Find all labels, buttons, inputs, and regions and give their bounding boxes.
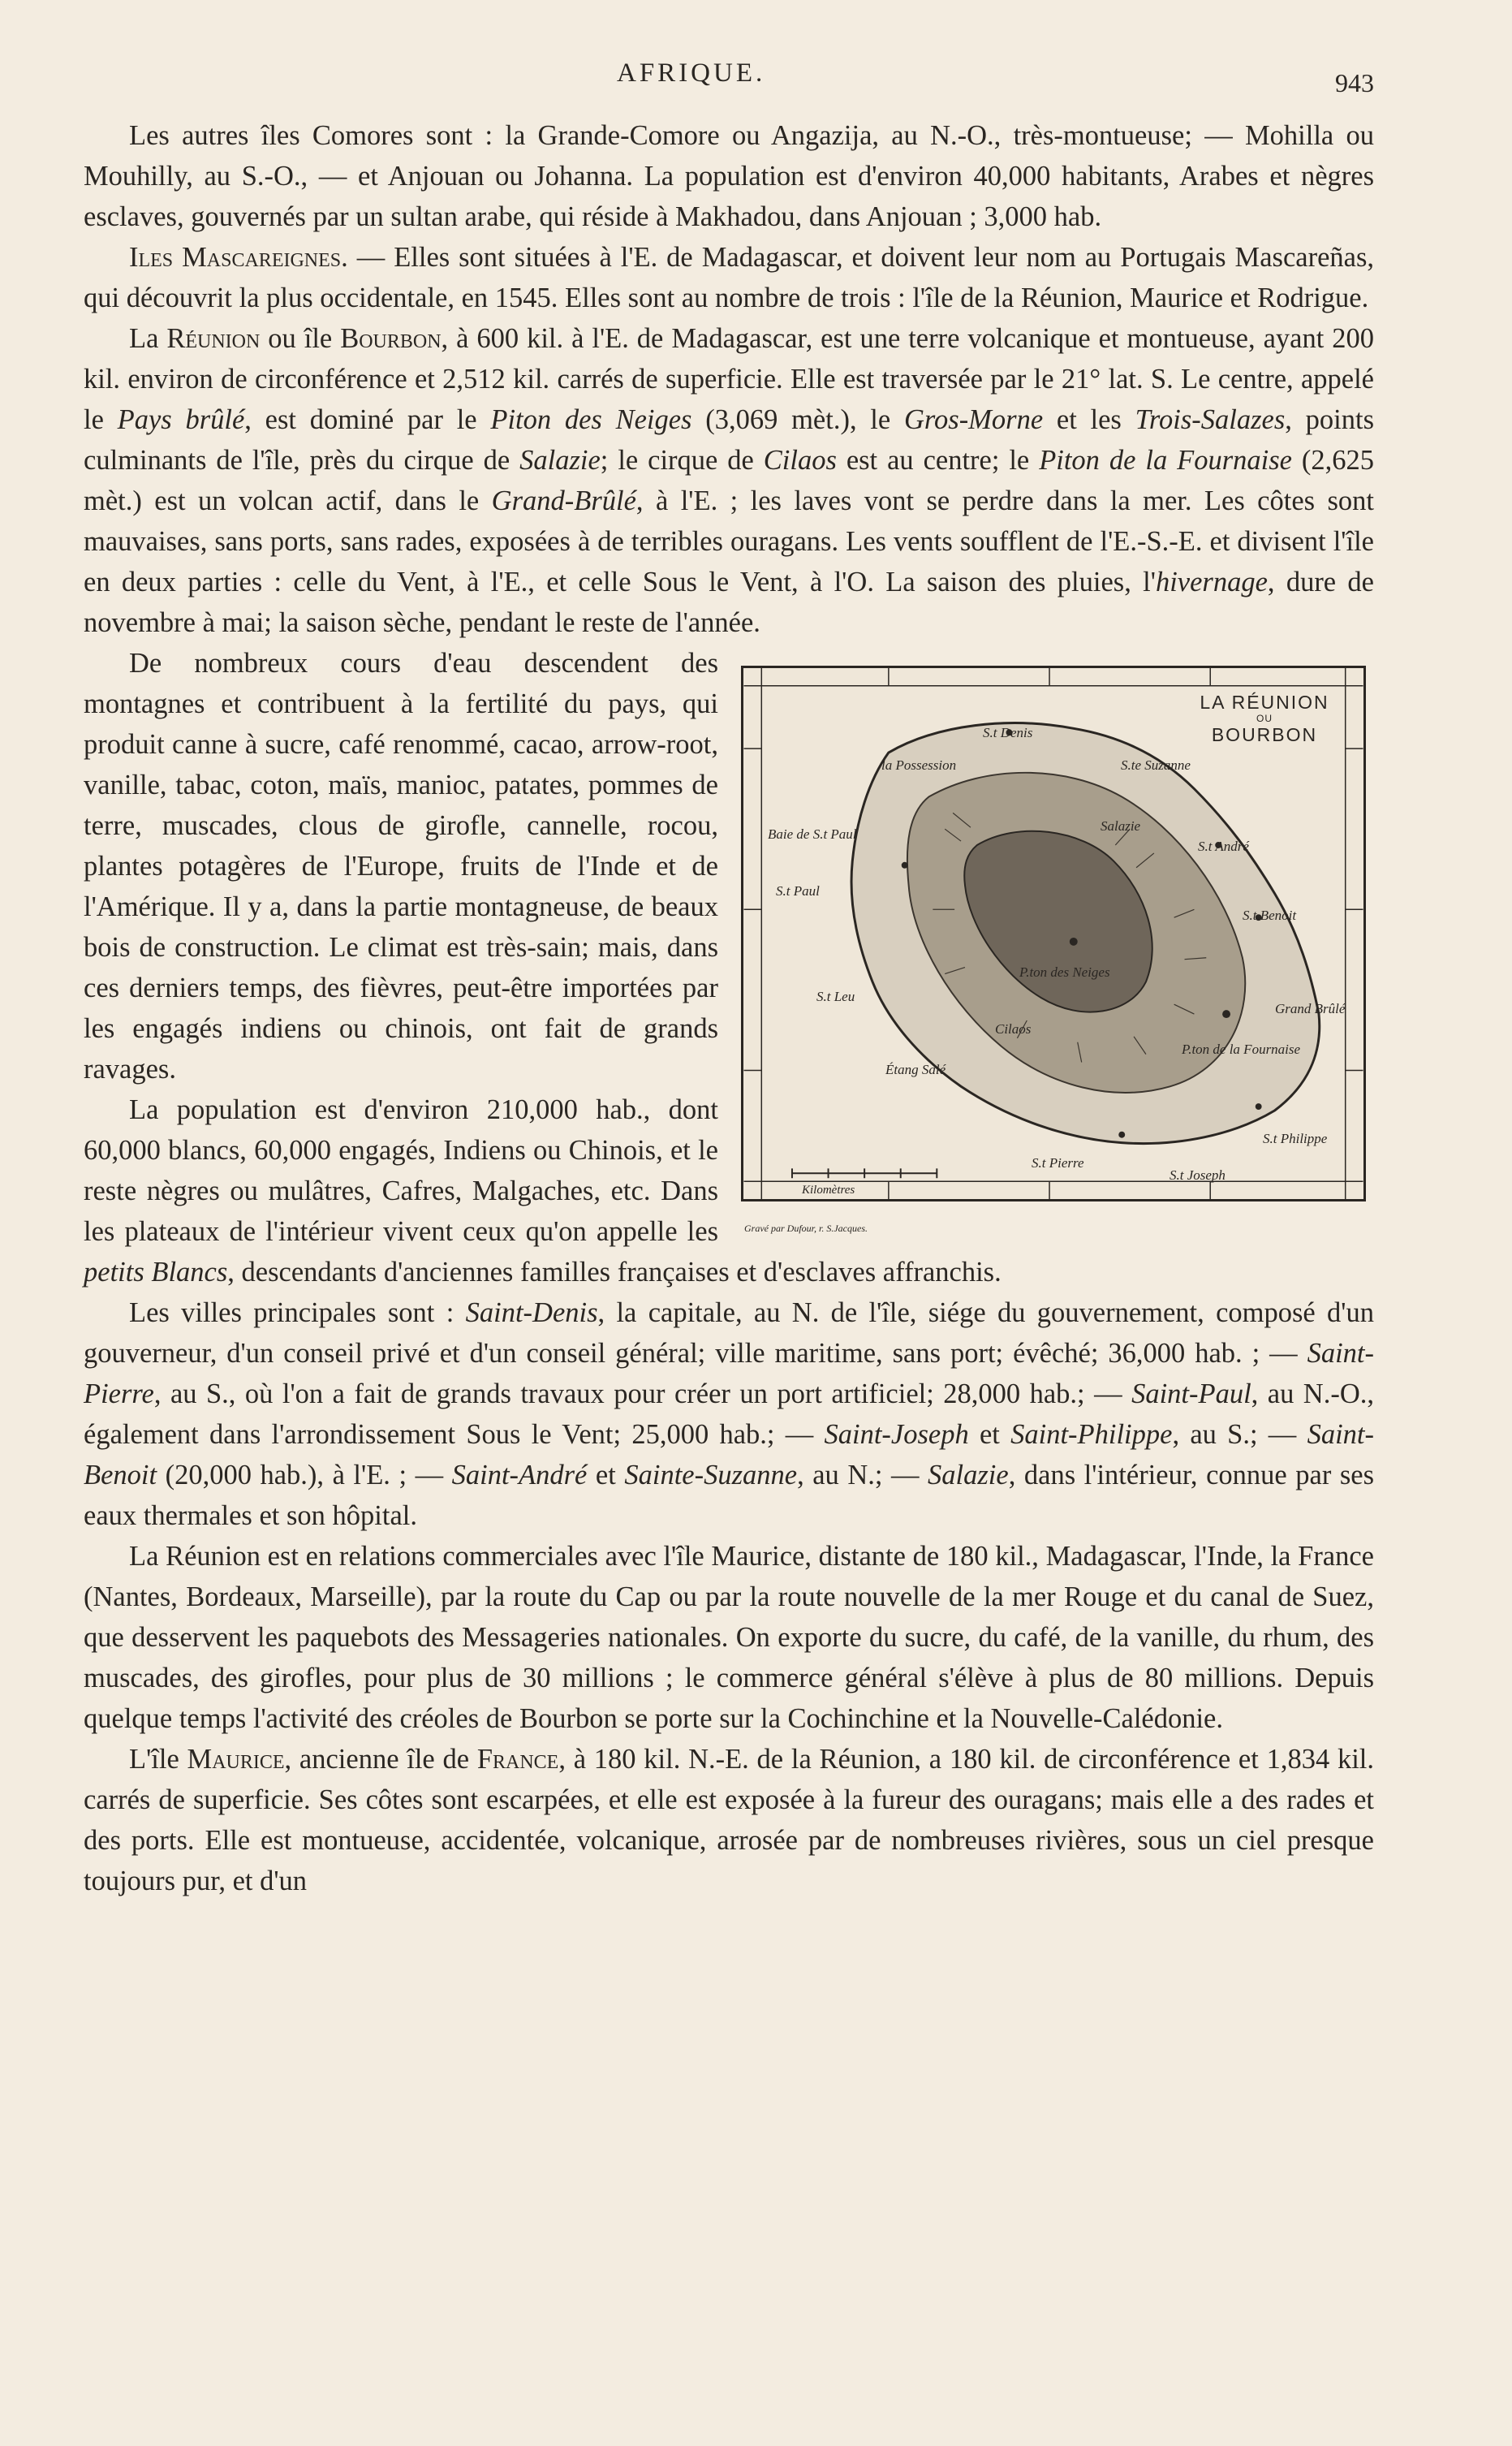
map-title-line2: BOURBON bbox=[1211, 724, 1318, 745]
paragraph-comores: Les autres îles Comores sont : la Grande-Comore ou Angazija, au N.-O., très-montueuse; — Mohilla ou Mouhilly, au S.-O., — et Anjouan ou Johanna. La population est d'environ 40,000 habitants, Arabes et nègres esclaves, gouvernés par un sultan arabe, qui réside à Makhadou, dans Anjouan ; 3,000 hab. bbox=[84, 120, 1374, 232]
map-label-st-andre: S.t André bbox=[1198, 839, 1249, 854]
section-heading-mascareignes: Iles Mascareignes. bbox=[129, 242, 348, 273]
map-label-la-possession: la Possession bbox=[881, 757, 957, 773]
map-label-st-benoit: S.t Benoit bbox=[1243, 908, 1297, 923]
page-number: 943 bbox=[1335, 68, 1374, 97]
map-label-st-denis: S.t Denis bbox=[983, 725, 1033, 740]
map-label-st-joseph: S.t Joseph bbox=[1170, 1167, 1226, 1183]
map-title-or: OU bbox=[1256, 713, 1273, 724]
page-header bbox=[0, 58, 1512, 99]
paragraph-reunion: La Réunion ou île Bourbon, à 600 kil. à l'E. de Madagascar, est une terre volcanique et montueuse, ayant 200 kil. environ de circonférence et 2,512 kil. carrés de superficie. Elle est traversée par le 21° lat. S. Le centre, appelé le Pays brûlé, est dominé par le Piton des Neiges (3,069 mèt.), le Gros-Morne et les Trois-Salazes, points culminants de l'île, près du cirque de Salazie; le cirque de Cilaos est au centre; le Piton de la Fournaise (2,625 mèt.) est un volcan actif, dans le Grand-Brûlé, à l'E. ; les laves vont se perdre dans la mer. Les côtes sont mauvaises, sans ports, sans rades, exposées à de terribles ouragans. Les vents soufflent de l'E.-S.-E. et divisent l'île en deux parties : celle du Vent, à l'E., et celle Sous le Vent, à l'O. La saison des pluies, l'hivernage, dure de novembre à mai; la saison sèche, pendant le reste de l'année. bbox=[84, 323, 1375, 638]
paragraph-villes: Les villes principales sont : Saint-Denis, la capitale, au N. de l'île, siége du gouvernement, composé d'un gouverneur, d'un conseil privé et d'un conseil général; ville maritime, sans port; évêché; 36,000 hab. ; — Saint-Pierre, au S., où l'on a fait de grands travaux pour créer un port artificiel; 28,000 hab.; — Saint-Paul, au N.-O., également dans l'arrondissement Sous le Vent; 25,000 hab.; — Saint-Joseph et Saint-Philippe, au S.; — Saint-Benoit (20,000 hab.), à l'E. ; — Saint-André et Sainte-Suzanne, au N.; — Salazie, dans l'intérieur, connue par ses eaux thermales et son hôpital. bbox=[84, 1297, 1375, 1531]
map-label-piton-neiges: P.ton des Neiges bbox=[1019, 964, 1110, 980]
running-title: AFRIQUE. bbox=[617, 58, 766, 88]
map-label-piton-fournaise: P.ton de la Fournaise bbox=[1182, 1042, 1301, 1057]
map-title bbox=[1183, 691, 1346, 746]
map-label-cilaos: Cilaos bbox=[995, 1021, 1032, 1037]
map-label-st-pierre: S.t Pierre bbox=[1032, 1155, 1084, 1171]
map-frame bbox=[741, 666, 1366, 1201]
map-title-line1: LA RÉUNION bbox=[1200, 692, 1329, 713]
paragraph-commerce: La Réunion est en relations commerciales avec l'île Maurice, distante de 180 kil., Madagascar, l'Inde, la France (Nantes, Bordeaux, Marseille), par la route du Cap ou par la route nouvelle de la mer Rouge et du canal de Suez, que desservent les paquebots des Messageries nationales. On exporte du sucre, du café, de la vanille, du rhum, des muscades, des girofles, pour plus de 30 millions ; le commerce général s'élève à plus de 80 millions. Depuis quelque temps l'activité des créoles de Bourbon se porte sur la Cochinchine et la Nouvelle-Calédonie. bbox=[84, 1541, 1374, 1734]
paragraph-mascareignes: Iles Mascareignes. — Elles sont situées à l'E. de Madagascar, et doivent leur nom au Portugais Mascareñas, qui découvrit la plus occidentale, en 1545. Elles sont au nombre de trois : l'île de la Réunion, Maurice et Rodrigue. bbox=[84, 242, 1375, 313]
paragraph-population: La population est d'environ 210,000 hab., dont 60,000 blancs, 60,000 engagés, Indiens ou Chinois, et le reste nègres ou mulâtres, Cafres, Malgaches, etc. Dans les plateaux de l'intérieur vivent ceux qu'on appelle les petits Blancs, descendants d'anciennes familles françaises et d'esclaves affranchis. bbox=[84, 1094, 1002, 1288]
map-label-ste-suzanne: S.te Suzanne bbox=[1121, 757, 1191, 773]
map-figure-reunion bbox=[741, 666, 1374, 1242]
map-label-st-leu: S.t Leu bbox=[816, 989, 855, 1004]
map-label-salazie: Salazie bbox=[1101, 818, 1141, 834]
paragraph-production: De nombreux cours d'eau descendent des montagnes et contribuent à la fertilité du pays, qui produit canne à sucre, café renommé, cacao, arrow-root, vanille, tabac, coton, maïs, manioc, patates, pommes de terre, muscades, clous de girofle, cannelle, rocou, plantes potagères de l'Europe, fruits de l'Inde et de l'Amérique. Il y a, dans la partie montagneuse, de beaux bois de construction. Le climat est très-sain; mais, dans ces derniers temps, des fièvres, peut-être importées par les engagés indiens ou chinois, ont fait de grands ravages. bbox=[84, 648, 718, 1085]
map-label-baie-st-paul: Baie de S.t Paul bbox=[768, 826, 857, 842]
map-label-st-paul: S.t Paul bbox=[776, 883, 820, 899]
body-text bbox=[84, 115, 1374, 1901]
map-label-etang-sale: Étang Salé bbox=[885, 1062, 946, 1077]
map-label-st-philippe: S.t Philippe bbox=[1263, 1131, 1328, 1146]
map-engraver-credit: Gravé par Dufour, r. S.Jacques. bbox=[744, 1223, 868, 1234]
map-label-grand-brule: Grand Brûlé bbox=[1275, 1001, 1346, 1016]
paragraph-maurice: L'île Maurice, ancienne île de France, à 180 kil. N.-E. de la Réunion, a 180 kil. de circonférence et 1,834 kil. carrés de superficie. Ses côtes sont escarpées, et elle est exposée à la fureur des ouragans; mais elle a des rades et des ports. Elle est montueuse, accidentée, volcanique, arrosée par de nombreuses rivières, sous un ciel presque toujours pur, et d'un bbox=[84, 1744, 1374, 1896]
map-scale-label: Kilomètres bbox=[802, 1184, 855, 1197]
